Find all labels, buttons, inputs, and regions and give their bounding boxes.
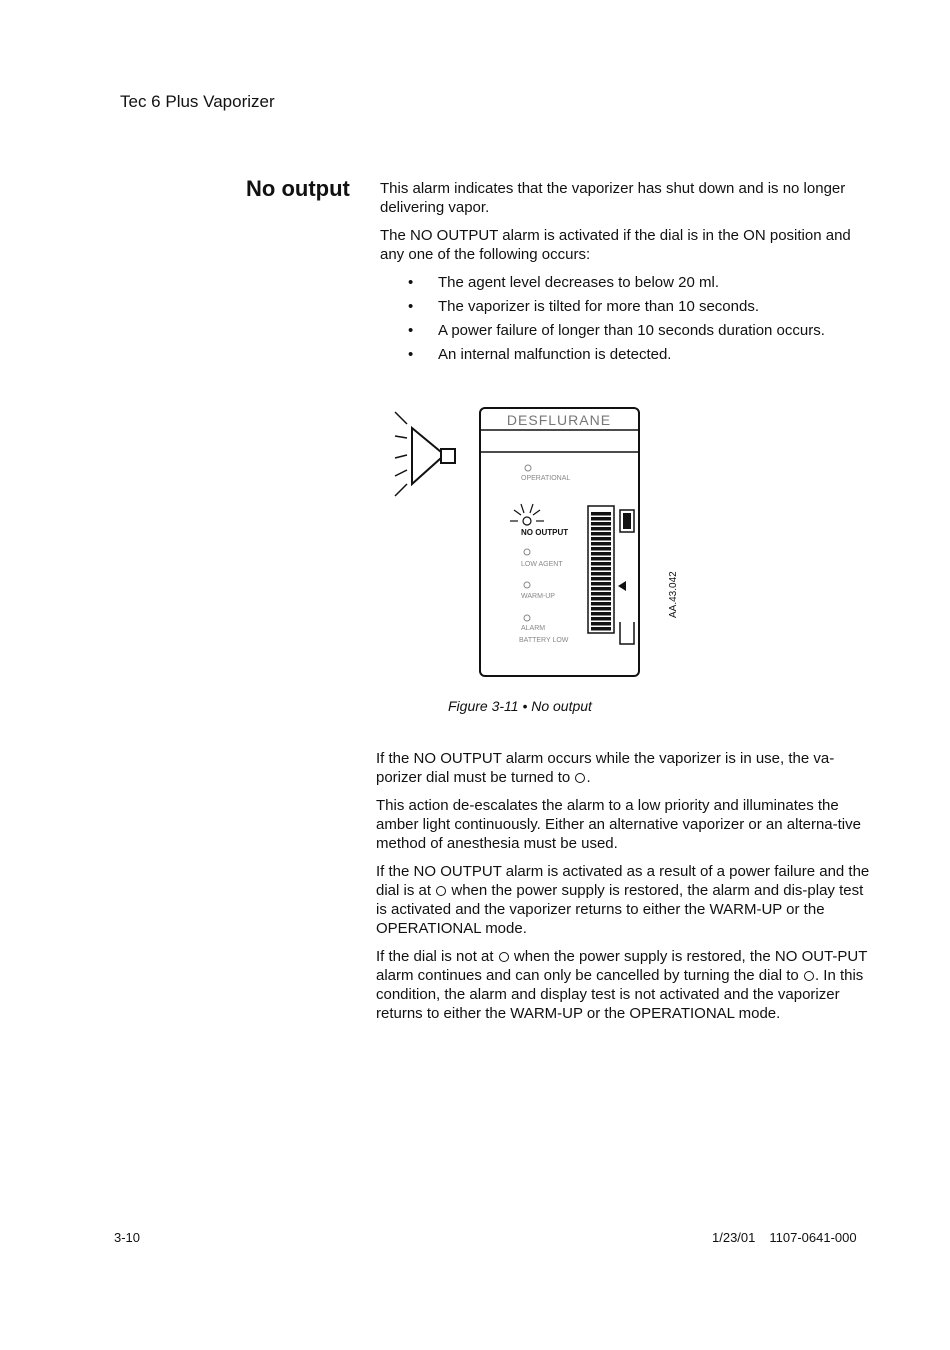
body-paragraph-1: If the NO OUTPUT alarm occurs while the vaporizer is in use, the va-porizer dial must be turned to . [376,750,835,786]
bar-segment [591,557,611,561]
bar-segment [591,567,611,571]
dial-off-icon [575,773,585,783]
body-paragraph-3: If the NO OUTPUT alarm is activated as a result of a power failure and the dial is at when the power supply is restored, the alarm and dis-play test is activated and the vaporizer returns to either the WARM-UP or the OPERATIONAL mode. [376,863,870,937]
bar-segment [591,582,611,586]
vaporizer-display-illustration [385,400,695,685]
bar-segment [591,537,611,541]
figure-caption: Figure 3-11 • No output [448,698,592,714]
no-output-label: NO OUTPUT [521,528,569,537]
bullet-icon: • [408,322,414,339]
bar-segment [591,587,611,591]
condition-list [380,273,870,364]
panel-title: DESFLURANE [506,412,612,428]
list-item: • The vaporizer is tilted for more than 10 seconds. [408,298,759,315]
dial-off-icon [436,886,446,896]
body-paragraph-4: If the dial is not at when the power supply is restored, the NO OUT-PUT alarm continues and can only be cancelled by turning the dial to . In this condition, the alarm and display test is not activated and the vaporizer returns to either the WARM-UP or the OPERATIONAL mode. [376,948,868,1022]
bar-segment [591,547,611,551]
bullet-icon: • [408,274,414,291]
intro-paragraph-2: The NO OUTPUT alarm is activated if the dial is in the ON position and any one of the following occurs: [380,227,851,263]
low-agent-label: LOW AGENT [521,561,563,568]
bar-segment [591,522,611,526]
footer-doc-number: 1107-0641-000 [769,1230,857,1245]
bar-segment [591,577,611,581]
bar-segment [591,597,611,601]
bullet-icon: • [408,346,414,363]
body-block [376,749,870,1032]
bar-segment [591,572,611,576]
page-number: 3-10 [114,1230,141,1245]
dial-off-icon [499,952,509,962]
figure-ref-code: AA.43.042 [668,571,679,618]
bar-segment [591,617,611,621]
running-title: Tec 6 Plus Vaporizer [120,92,275,111]
bar-segment [591,622,611,626]
bullet-icon: • [408,298,414,315]
intro-block [380,179,870,369]
bar-segment [591,562,611,566]
bar-segment [591,527,611,531]
speaker-icon [395,412,455,496]
display-panel [480,408,639,676]
dial-off-icon [804,971,814,981]
no-output-figure [385,400,695,685]
bar-segment [591,607,611,611]
body-paragraph-2: This action de-escalates the alarm to a low priority and illuminates the amber light continuously. Either an alternative vaporizer or an alterna-tive method of anesthesia must be used. [376,797,861,852]
bar-segment [591,612,611,616]
footer-doc-info [712,1230,857,1245]
list-item: • An internal malfunction is detected. [408,346,672,363]
bar-segment [591,592,611,596]
bar-segment [591,627,611,631]
bar-segment [591,602,611,606]
battery-low-label: BATTERY LOW [519,637,569,644]
section-heading: No output [246,176,350,201]
footer-date: 1/23/01 [712,1230,756,1245]
bar-segment [591,552,611,556]
bar-segment [591,542,611,546]
bar-segment [591,517,611,521]
bar-segment [591,512,611,516]
list-item: • The agent level decreases to below 20 ml. [408,274,719,291]
bar-segment [591,532,611,536]
intro-paragraph-1: This alarm indicates that the vaporizer has shut down and is no longer delivering vapor. [380,180,846,216]
warm-up-label: WARM-UP [521,593,555,600]
list-item: • A power failure of longer than 10 seconds duration occurs. [408,322,825,339]
operational-label: OPERATIONAL [521,475,571,482]
alarm-label: ALARM [521,625,546,632]
